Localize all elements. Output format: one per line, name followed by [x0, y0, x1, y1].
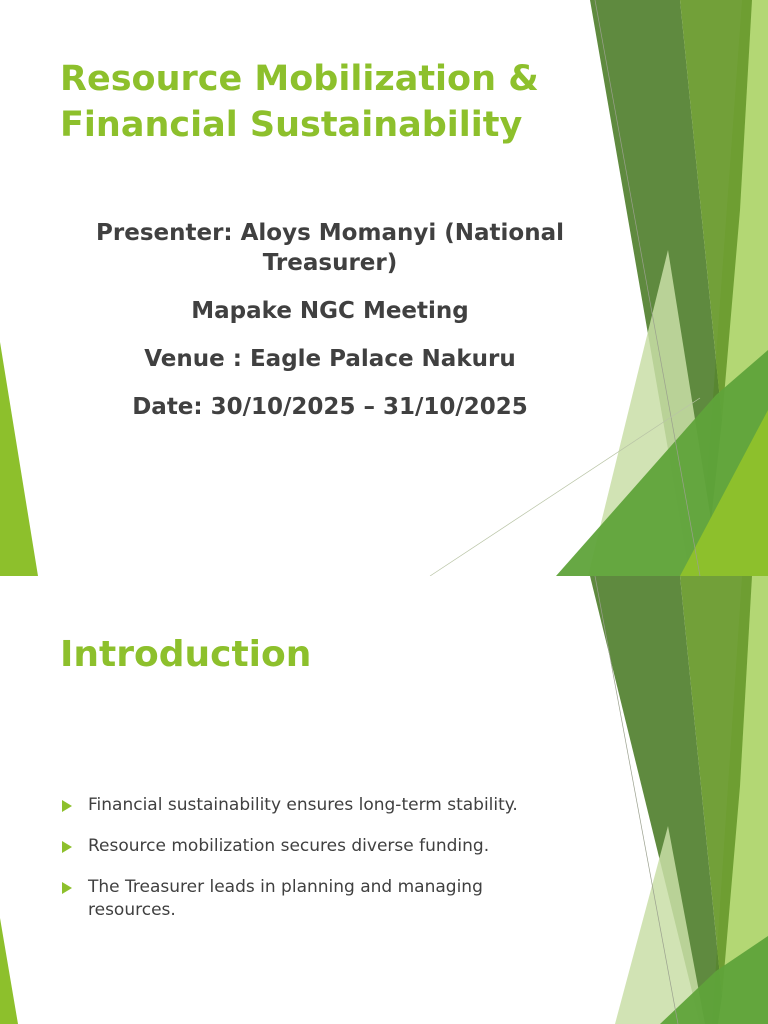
introduction-slide	[0, 576, 768, 1024]
venue-line: Venue : Eagle Palace Nakuru	[144, 346, 516, 372]
list-item	[60, 876, 560, 922]
bullet-text: Resource mobilization secures diverse funding.	[88, 836, 490, 856]
left-edge-triangle	[0, 342, 38, 576]
bullet-text: The Treasurer leads in planning and managing resources.	[88, 877, 483, 920]
slide-title: Introduction	[60, 634, 312, 675]
bullet-list	[60, 794, 560, 940]
triangle-bullet-icon	[62, 841, 72, 853]
left-edge-triangle	[0, 918, 18, 1024]
list-item	[60, 835, 560, 858]
triangle-bullet-icon	[62, 800, 72, 812]
slide-title: Resource Mobilization & Financial Sustainability	[60, 59, 539, 145]
bullet-text: Financial sustainability ensures long-term stability.	[88, 795, 518, 815]
list-item	[60, 794, 560, 817]
presenter-line: Presenter: Aloys Momanyi (National Treasurer)	[96, 220, 564, 276]
triangle-bullet-icon	[62, 882, 72, 894]
presenter-details	[60, 218, 600, 440]
meeting-line: Mapake NGC Meeting	[191, 298, 469, 324]
date-line: Date: 30/10/2025 – 31/10/2025	[132, 394, 528, 420]
